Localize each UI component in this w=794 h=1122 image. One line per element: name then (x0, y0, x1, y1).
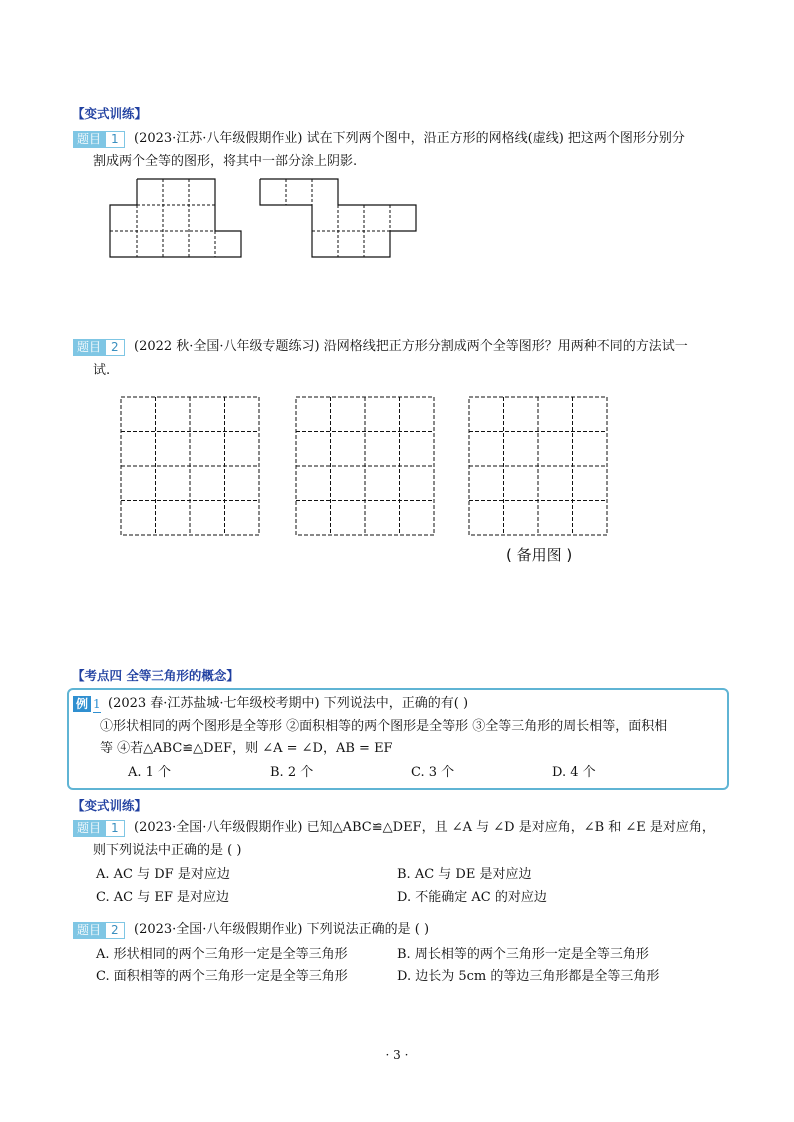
example-label: 例 (73, 696, 91, 712)
grid-4x4-first (121, 397, 261, 537)
question-3-option-b: B. AC 与 DE 是对应边 (397, 867, 532, 882)
example-number: 1 (93, 697, 101, 711)
question-tag-1 (73, 131, 125, 148)
question-4-option-c: C. 面积相等的两个三角形一定是全等三角形 (96, 969, 348, 984)
question-3-text-line2: 则下列说法中正确的是 ( ) (93, 843, 242, 858)
figure-shape-right (260, 179, 420, 261)
question-4-text-line1: (2023·全国·八年级假期作业) 下列说法正确的是 ( ) (134, 922, 430, 937)
variant-training-title-2: 【变式训练】 (72, 798, 148, 813)
question-tag-label: 题目 (73, 922, 105, 939)
question-4-option-d: D. 边长为 5cm 的等边三角形都是全等三角形 (397, 969, 660, 984)
grid-4x4-backup (469, 397, 609, 537)
example-1-option-b: B. 2 个 (270, 765, 314, 780)
key-point-4-title: 【考点四 全等三角形的概念】 (72, 668, 239, 683)
example-1-text-line2: ①形状相同的两个图形是全等形 ②面积相等的两个图形是全等形 ③全等三角形的周长相等，面积相 (100, 719, 668, 734)
example-1-option-a: A. 1 个 (128, 765, 172, 780)
example-1-text-line1: (2023 春·江苏盐城·七年级校考期中) 下列说法中，正确的有( ) (108, 696, 469, 711)
example-1-text-line3: 等 ④若△ABC≌△DEF，则 ∠A = ∠D，AB = EF (100, 741, 393, 756)
question-tag-number: 1 (105, 131, 125, 148)
variant-training-title-1: 【变式训练】 (72, 106, 148, 121)
example-1-option-d: D. 4 个 (552, 765, 596, 780)
page-number: · 3 · (385, 1048, 409, 1062)
example-1-option-c: C. 3 个 (411, 765, 455, 780)
question-3-option-c: C. AC 与 EF 是对应边 (96, 890, 229, 905)
backup-figure-caption: ( 备用图 ) (506, 546, 573, 564)
question-1-text-line2: 割成两个全等的图形，将其中一部分涂上阴影. (93, 154, 358, 169)
question-2-text-line2: 试. (93, 363, 111, 378)
question-3-option-a: A. AC 与 DF 是对应边 (96, 867, 230, 882)
question-tag-label: 题目 (73, 820, 105, 837)
question-tag-4 (73, 922, 125, 939)
figure-shape-left (110, 179, 250, 261)
question-tag-3 (73, 820, 125, 837)
question-1-text-line1: (2023·江苏·八年级假期作业) 试在下列两个图中，沿正方形的网格线(虚线) 把这两个图形分别分 (134, 131, 685, 146)
question-tag-number: 2 (105, 339, 125, 356)
question-3-option-d: D. 不能确定 AC 的对应边 (397, 890, 547, 905)
grid-4x4-second (296, 397, 436, 537)
question-3-text-line1: (2023·全国·八年级假期作业) 已知△ABC≌△DEF，且 ∠A 与 ∠D 是对应角，∠B 和 ∠E 是对应角， (134, 820, 715, 835)
question-tag-label: 题目 (73, 339, 105, 356)
question-4-option-a: A. 形状相同的两个三角形一定是全等三角形 (96, 947, 348, 962)
question-4-option-b: B. 周长相等的两个三角形一定是全等三角形 (397, 947, 649, 962)
question-tag-number: 1 (105, 820, 125, 837)
shape-left-outline (110, 179, 241, 257)
question-tag-label: 题目 (73, 131, 105, 148)
question-tag-number: 2 (105, 922, 125, 939)
question-2-text-line1: (2022 秋·全国·八年级专题练习) 沿网格线把正方形分割成两个全等图形？用两种不同的方法试一 (134, 339, 688, 354)
question-tag-2 (73, 339, 125, 356)
